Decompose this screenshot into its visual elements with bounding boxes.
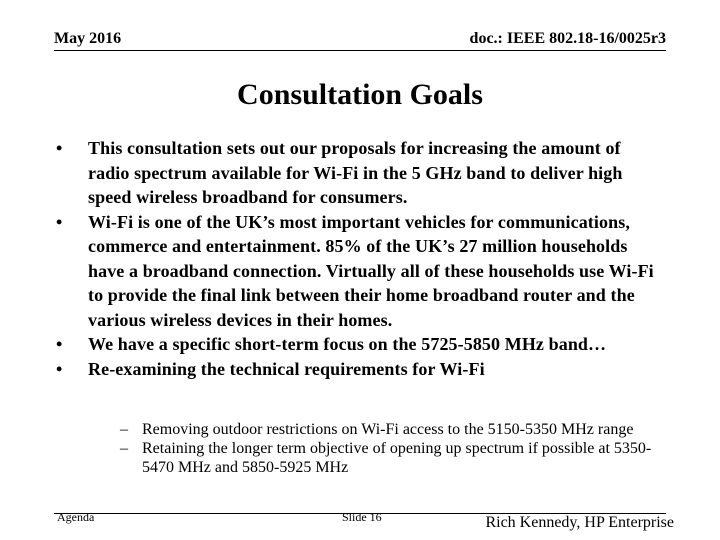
bullet-marker: •: [56, 138, 63, 158]
bullet-text: This consultation sets out our proposals for increasing the amount of radio spectrum available for Wi-Fi in the 5 GHz band to deliver high speed wireless broadband for consumers.: [88, 138, 623, 207]
bullet-item: [56, 332, 666, 357]
bullet-list: [56, 136, 666, 381]
bullet-item: [56, 210, 666, 333]
bullet-text: Wi-Fi is one of the UK’s most important vehicles for communications, commerce and entertainment. 85% of the UK’s 27 million households have a broadband connection. Virtually all of these households use Wi-Fi to provide the final link between their home broadband router and the various wireless devices in their homes.: [88, 211, 654, 330]
bullet-marker: •: [56, 358, 63, 379]
bullet-text: We have a specific short-term focus on the 5725-5850 MHz band…: [88, 334, 607, 354]
sub-bullet-list: [120, 420, 665, 477]
slide-title: Consultation Goals: [237, 78, 483, 111]
sub-bullet-text: Removing outdoor restrictions on Wi-Fi access to the 5150-5350 MHz range: [142, 421, 634, 438]
header-rule: [54, 50, 666, 51]
header-doc-id: doc.: IEEE 802.18-16/0025r3: [469, 30, 666, 47]
footer-left: Agenda: [57, 510, 95, 524]
footer-author: Rich Kennedy, HP Enterprise: [485, 514, 674, 531]
sub-bullet-item: [120, 420, 665, 439]
bullet-marker: •: [56, 334, 63, 354]
bullet-text: Re-examining the technical requirements for Wi-Fi: [88, 358, 485, 379]
sub-bullet-marker: –: [120, 440, 128, 457]
sub-bullet-marker: –: [120, 421, 128, 438]
sub-bullet-text: Retaining the longer term objective of opening up spectrum if possible at 5350-5470 MHz and 5850-5925 MHz: [142, 440, 652, 476]
sub-bullet-item: [120, 439, 665, 477]
bullet-item: [56, 136, 666, 210]
header-date: May 2016: [54, 30, 122, 47]
bullet-marker: •: [56, 211, 63, 232]
bullet-item: [56, 357, 666, 382]
footer-slide-number: Slide 16: [342, 510, 382, 524]
